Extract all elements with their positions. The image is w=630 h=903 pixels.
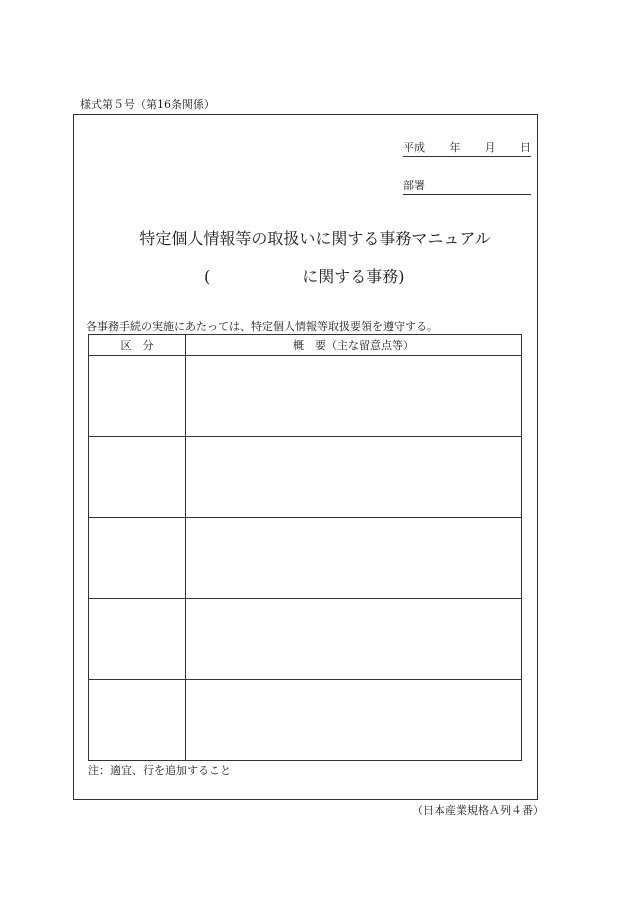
category-cell (89, 518, 186, 599)
summary-cell (186, 437, 522, 518)
category-cell (89, 437, 186, 518)
date-month: 月 (484, 141, 496, 154)
document-subtitle (204, 264, 405, 287)
document-title: 特定個人情報等の取扱いに関する事務マニュアル (139, 229, 491, 248)
table-row (89, 518, 522, 599)
date-era: 平成 (403, 141, 425, 154)
date-year: 年 (449, 141, 461, 154)
summary-cell (186, 356, 522, 437)
category-cell (89, 599, 186, 680)
summary-cell (186, 599, 522, 680)
instruction-text: 各事務手続の実施にあたっては、特定個人情報等取扱要領を遵守する。 (86, 320, 438, 333)
table-header-row (89, 335, 522, 356)
category-cell (89, 680, 186, 761)
table-row (89, 599, 522, 680)
subtitle-text: に関する事務) (302, 267, 405, 286)
summary-cell (186, 518, 522, 599)
table-row (89, 437, 522, 518)
department-line (403, 177, 531, 195)
form-number: 様式第５号（第16条関係） (80, 98, 215, 111)
department-label: 部署 (403, 179, 425, 192)
subtitle-open-paren: ( (204, 267, 211, 286)
table-row (89, 356, 522, 437)
paper-size-note: （日本産業規格Ａ列４番） (412, 804, 544, 817)
date-day: 日 (519, 141, 531, 154)
category-cell (89, 356, 186, 437)
header-category: 区 分 (89, 335, 186, 356)
header-summary: 概 要（主な留意点等） (186, 335, 522, 356)
table-row (89, 680, 522, 761)
date-line (403, 139, 531, 157)
manual-table (88, 334, 522, 761)
summary-cell (186, 680, 522, 761)
footnote: 注：適宜、行を追加すること (88, 764, 231, 777)
